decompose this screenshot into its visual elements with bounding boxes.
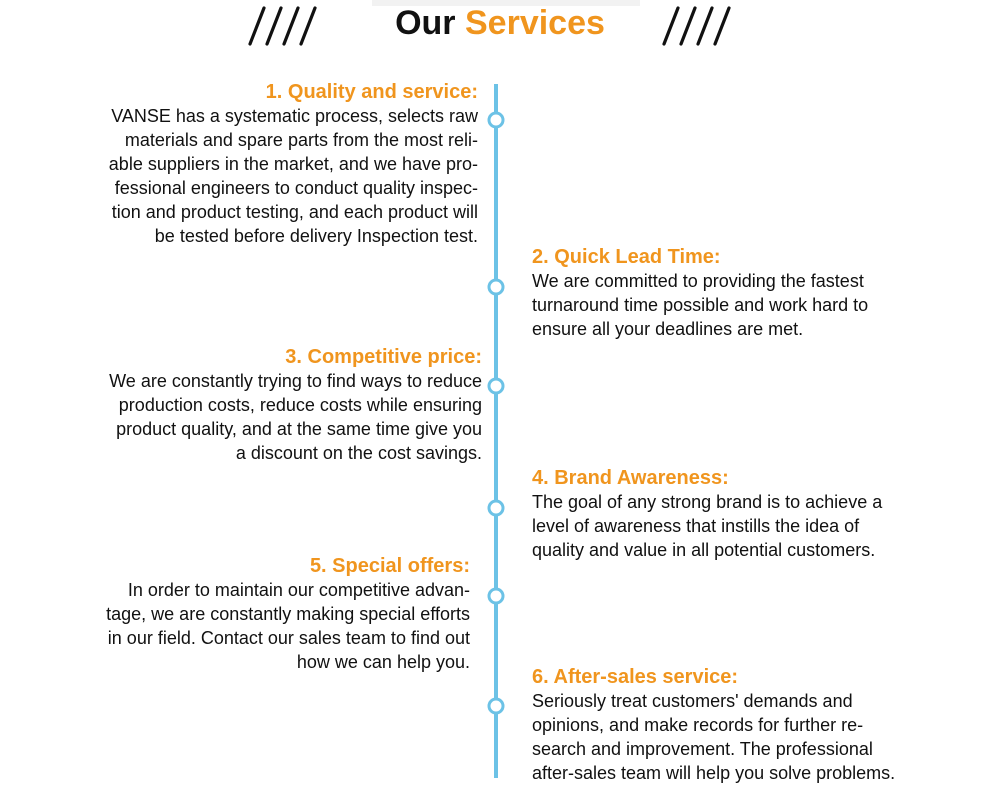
service-text-line: We are committed to providing the fastest (532, 271, 864, 291)
service-title: 3. Competitive price: (285, 346, 482, 368)
service-title: 5. Special offers: (309, 555, 470, 577)
service-text-line: in our field. Contact our sales team to find out (107, 628, 470, 648)
timeline-node-4 (489, 501, 503, 515)
service-text-line: We are constantly trying to find ways to reduce (109, 371, 482, 391)
timeline-node-2 (489, 280, 503, 294)
service-title: 1. Quality and service: (265, 81, 478, 103)
service-text-line: search and improvement. The professional (532, 739, 873, 759)
service-text-line: level of awareness that instills the idea of (532, 516, 860, 536)
service-text-line: Seriously treat customers' demands and (532, 691, 853, 711)
service-text-line: quality and value in all potential customers. (532, 540, 876, 560)
service-text-line: a discount on the cost savings. (235, 443, 482, 463)
timeline-node-5 (489, 589, 503, 603)
service-text-line: tage, we are constantly making special efforts (106, 604, 470, 624)
service-item-special-offers (8, 554, 470, 674)
service-text-line: tion and product testing, and each product will (111, 202, 478, 222)
service-text-line: after-sales team will help you solve problems. (532, 763, 896, 783)
service-text-line: opinions, and make records for further re- (532, 715, 864, 735)
service-text-line: fessional engineers to conduct quality inspec- (114, 178, 478, 198)
title-word-services: Services (465, 4, 605, 42)
service-text-line: The goal of any strong brand is to achieve a (532, 492, 883, 512)
timeline-node-3 (489, 379, 503, 393)
service-item-competitive-price (8, 345, 482, 465)
service-title: 6. After-sales service: (532, 666, 739, 688)
service-title: 2. Quick Lead Time: (532, 246, 721, 268)
service-text-line: be tested before delivery Inspection test. (154, 226, 478, 246)
title-word-our: Our (395, 4, 456, 42)
service-text-line: VANSE has a systematic process, selects raw (111, 106, 478, 126)
service-item-quality (8, 80, 478, 248)
service-text-line: In order to maintain our competitive advan- (127, 580, 470, 600)
service-text-line: production costs, reduce costs while ensuring (118, 395, 482, 415)
service-text-line: materials and spare parts from the most reli- (124, 130, 478, 150)
timeline-node-1 (489, 113, 503, 127)
service-item-lead-time (532, 245, 982, 341)
timeline-node-6 (489, 699, 503, 713)
service-item-after-sales (532, 665, 992, 785)
service-text-line: ensure all your deadlines are met. (532, 319, 804, 339)
service-title: 4. Brand Awareness: (532, 467, 729, 489)
service-item-brand-awareness (532, 466, 982, 562)
service-text-line: turnaround time possible and work hard to (532, 295, 869, 315)
service-text-line: how we can help you. (296, 652, 470, 672)
service-text-line: able suppliers in the market, and we have pro- (108, 154, 478, 174)
service-text-line: product quality, and at the same time give you (116, 419, 482, 439)
